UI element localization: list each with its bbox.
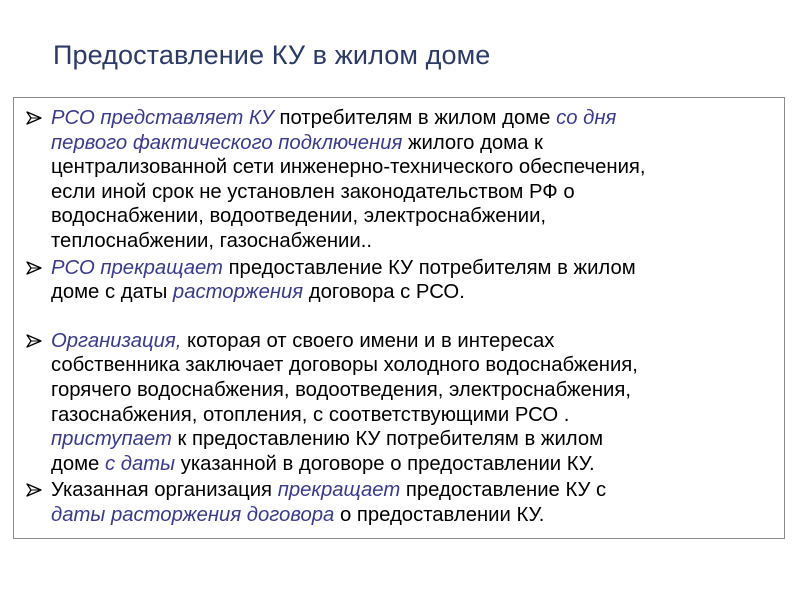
body-text: водоснабжении, водоотведении, электроснабжении, <box>51 205 547 228</box>
bullet-line <box>51 403 772 428</box>
bullet-text <box>51 106 772 254</box>
body-text: доме <box>51 452 105 475</box>
body-text: централизованной сети инженерно-технического обеспечения, <box>51 156 646 179</box>
bullet-line <box>51 427 772 452</box>
body-text: теплоснабжении, газоснабжении.. <box>51 229 372 252</box>
content-box <box>13 97 785 539</box>
emphasized-text: Организация, <box>51 329 182 352</box>
body-text: доме с даты <box>51 281 173 304</box>
body-text: собственника заключает договоры холодного водоснабжения, <box>51 354 638 377</box>
bullet-line <box>51 180 772 205</box>
bullet-text <box>51 256 772 305</box>
bullet-line <box>51 131 772 156</box>
body-text: к предоставлению КУ потребителям в жилом <box>171 428 604 451</box>
arrow-bullet-icon <box>26 106 51 130</box>
bullet-line <box>51 155 772 180</box>
body-text: газоснабжения, отопления, с соответствующими РСО . <box>51 403 570 426</box>
bullet-item <box>26 329 772 477</box>
body-text: указанной в договоре о предоставлении КУ. <box>175 452 595 475</box>
body-text: предоставление КУ потребителям в жилом <box>222 256 636 279</box>
bullet-line <box>51 256 772 281</box>
bullet-item <box>26 106 772 254</box>
bullet-list <box>26 106 772 528</box>
emphasized-text: РСО прекращает <box>51 256 223 279</box>
body-text: предоставление КУ с <box>400 479 607 502</box>
bullet-line <box>51 353 772 378</box>
body-text: потребителям в жилом доме <box>273 107 557 129</box>
bullet-item <box>26 478 772 527</box>
body-text: договора с РСО. <box>303 281 465 304</box>
emphasized-text: РСО представляет КУ <box>51 107 274 129</box>
emphasized-text: первого фактического подключения <box>51 131 403 154</box>
bullet-line <box>51 329 772 354</box>
arrow-bullet-icon <box>26 478 51 502</box>
body-text: Указанная организация <box>51 479 278 502</box>
bullet-text <box>51 329 772 477</box>
bullet-line <box>51 280 772 305</box>
emphasized-text: расторжения <box>172 281 304 304</box>
slide-title: Предоставление КУ в жилом доме <box>53 40 491 70</box>
body-text: если иной срок не установлен законодательством РФ о <box>51 180 575 203</box>
body-text: которая от своего имени и в интересах <box>181 329 555 352</box>
bullet-line <box>51 106 772 131</box>
body-text: о предоставлении КУ. <box>334 503 545 526</box>
bullet-line <box>51 452 772 477</box>
body-text: горячего водоснабжения, водоотведения, электроснабжения, <box>51 378 631 401</box>
emphasized-text: с даты <box>104 452 176 475</box>
bullet-line <box>51 503 772 528</box>
emphasized-text: прекращает <box>277 479 401 502</box>
bullet-text <box>51 478 772 527</box>
arrow-bullet-icon <box>26 329 51 353</box>
bullet-line <box>51 204 772 229</box>
emphasized-text: даты расторжения договора <box>51 503 335 526</box>
emphasized-text: приступает <box>51 428 172 451</box>
emphasized-text: со дня <box>556 107 617 129</box>
bullet-item <box>26 256 772 305</box>
body-text: жилого дома к <box>402 131 543 154</box>
bullet-line <box>51 478 772 503</box>
bullet-line <box>51 229 772 254</box>
arrow-bullet-icon <box>26 256 51 280</box>
bullet-line <box>51 378 772 403</box>
